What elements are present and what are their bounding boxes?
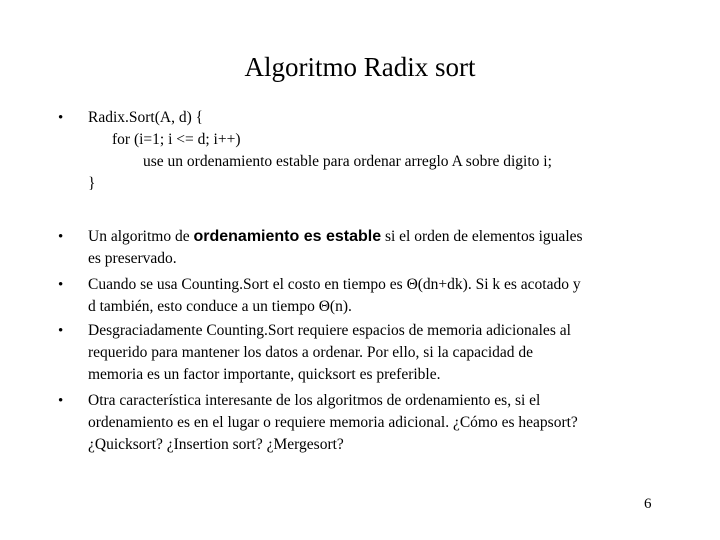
bullet-line: Desgraciadamente Counting.Sort requiere espacios de memoria adicionales al bbox=[88, 322, 571, 339]
code-line: Radix.Sort(A, d) { bbox=[88, 109, 204, 126]
text-segment: si el orden de elementos iguales bbox=[381, 228, 583, 245]
code-line: use un ordenamiento estable para ordenar arreglo A sobre digito i; bbox=[143, 153, 552, 170]
bullet-line: memoria es un factor importante, quicksort es preferible. bbox=[88, 366, 441, 383]
code-line: for (i=1; i <= d; i++) bbox=[112, 131, 241, 148]
bullet-marker: • bbox=[58, 110, 64, 126]
bullet-marker: • bbox=[58, 277, 64, 293]
bullet-line: ¿Quicksort? ¿Insertion sort? ¿Mergesort? bbox=[88, 436, 344, 453]
bullet-line: es preservado. bbox=[88, 250, 177, 267]
bullet-marker: • bbox=[58, 393, 64, 409]
bullet-line: ordenamiento es en el lugar o requiere memoria adicional. ¿Cómo es heapsort? bbox=[88, 414, 578, 431]
code-line: } bbox=[88, 175, 96, 192]
bullet-marker: • bbox=[58, 229, 64, 245]
bullet-marker: • bbox=[58, 323, 64, 339]
bullet-line bbox=[88, 226, 583, 248]
bullet-line: Otra característica interesante de los algoritmos de ordenamiento es, si el bbox=[88, 392, 541, 409]
bullet-line: d también, esto conduce a un tiempo Θ(n). bbox=[88, 298, 352, 315]
text-segment: Un algoritmo de bbox=[88, 228, 194, 245]
page-number: 6 bbox=[644, 496, 652, 512]
slide-title: Algoritmo Radix sort bbox=[244, 52, 476, 82]
emphasized-term: ordenamiento es estable bbox=[193, 228, 382, 245]
bullet-line: Cuando se usa Counting.Sort el costo en tiempo es Θ(dn+dk). Si k es acotado y bbox=[88, 276, 581, 293]
bullet-line: requerido para mantener los datos a ordenar. Por ello, si la capacidad de bbox=[88, 344, 534, 361]
